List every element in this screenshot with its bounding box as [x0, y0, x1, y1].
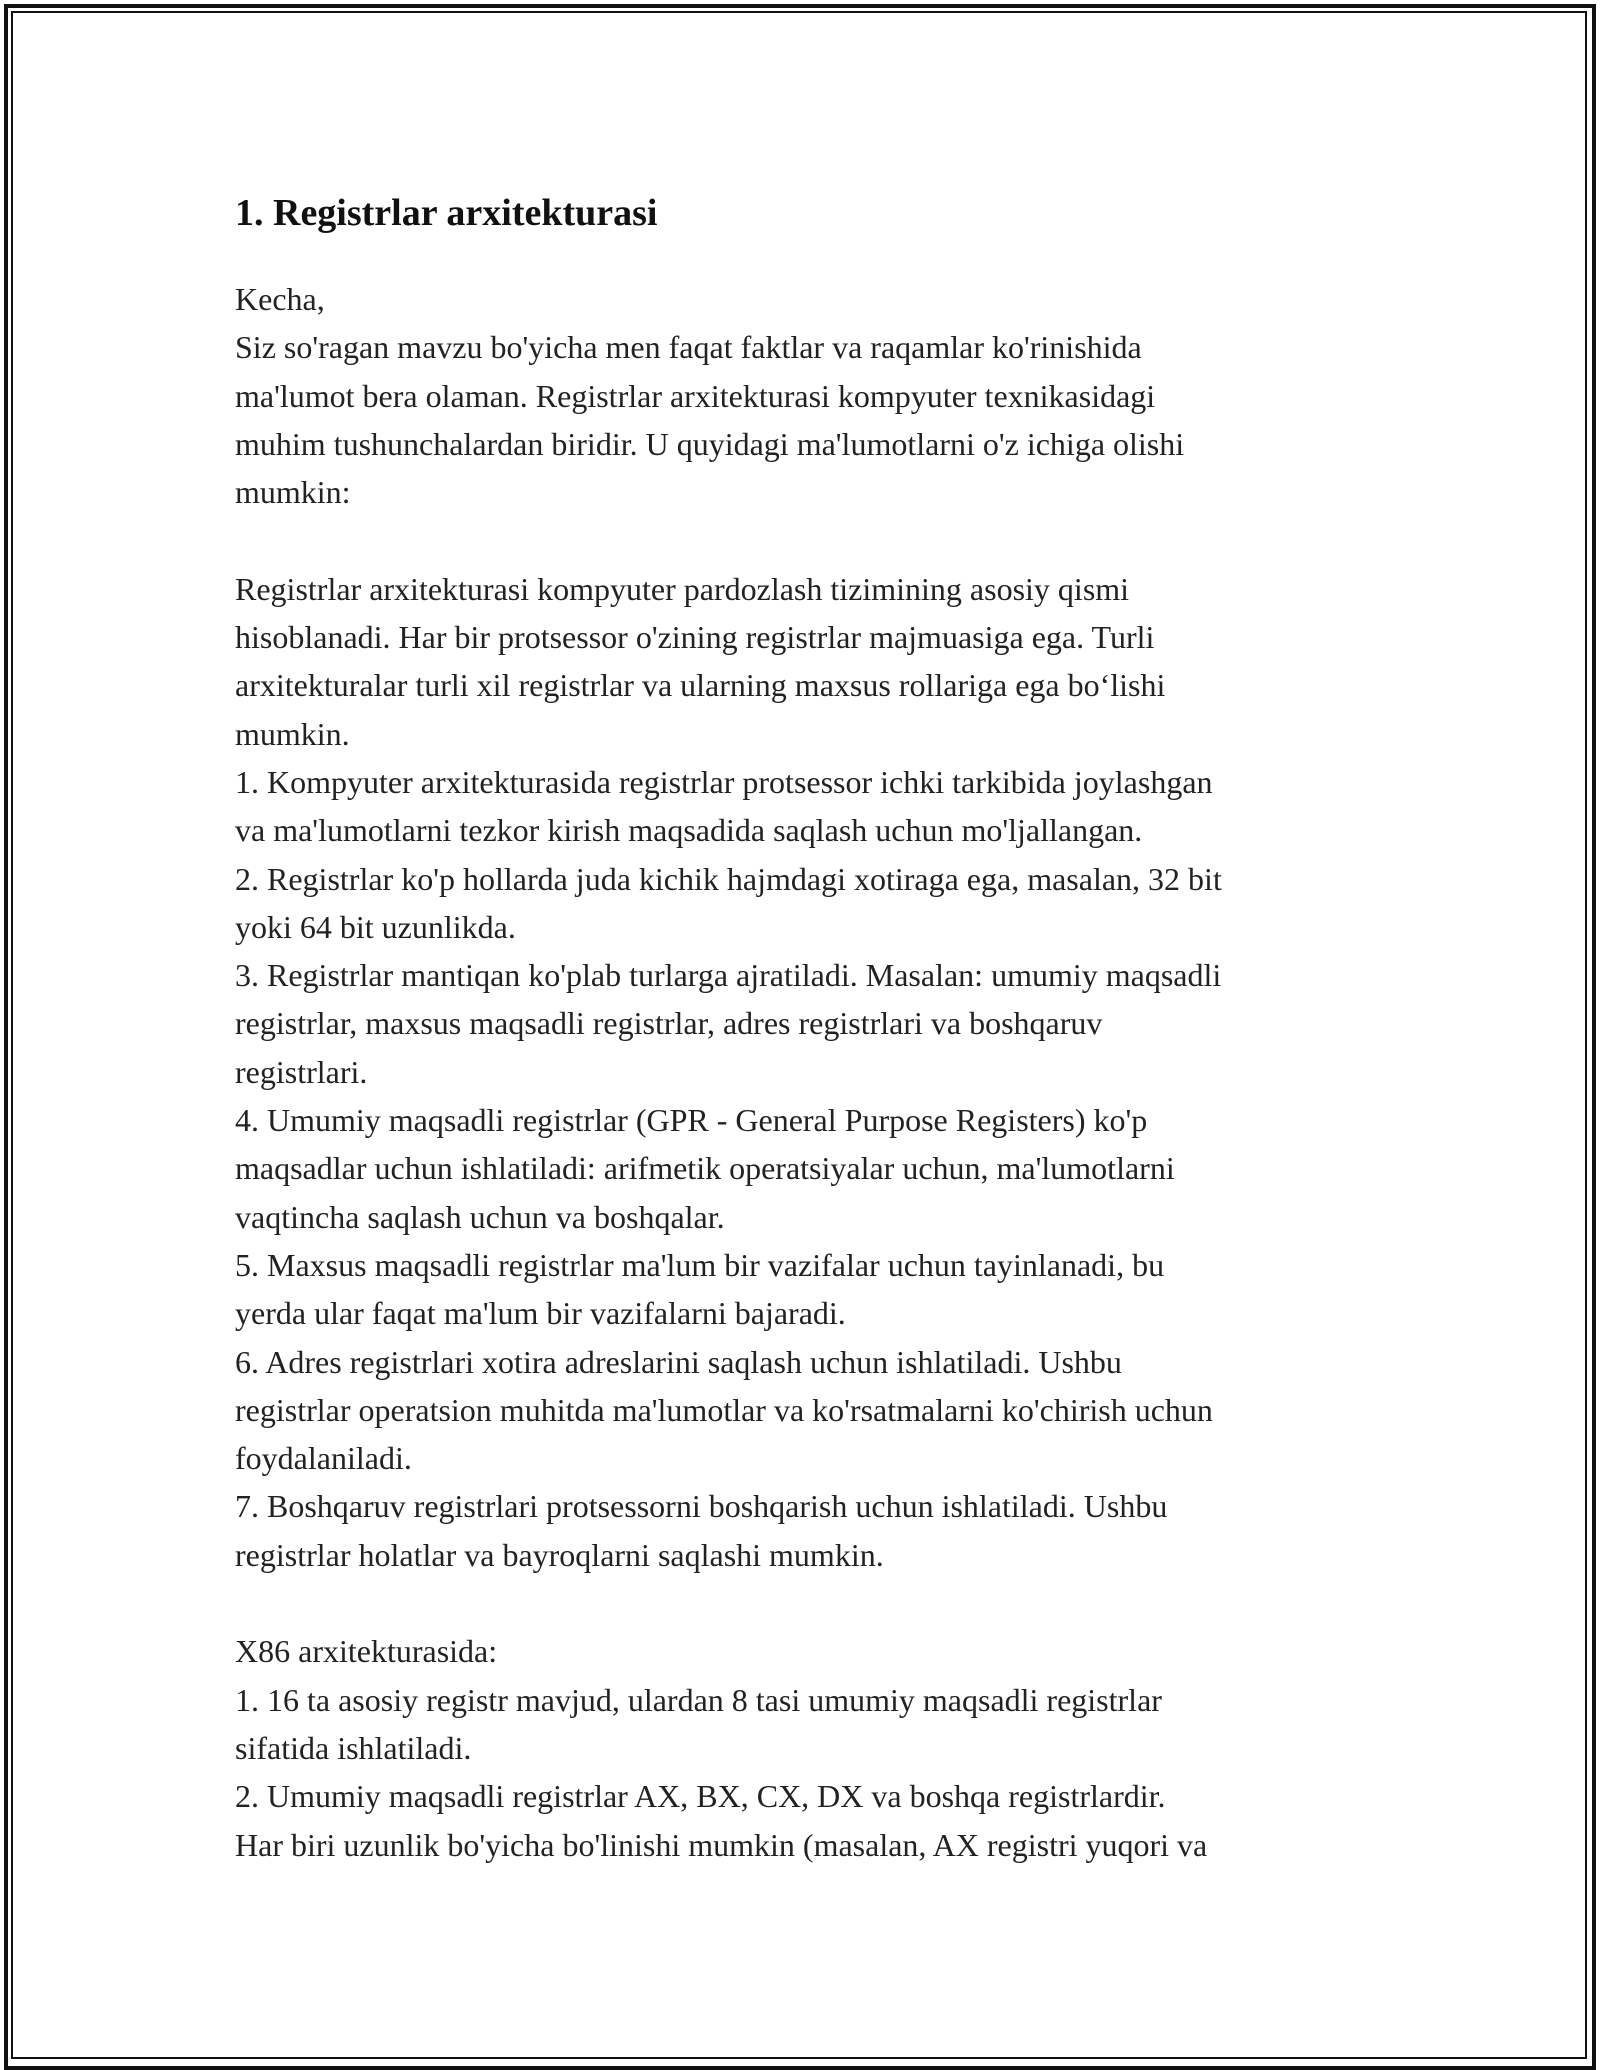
- document-title: 1. Registrlar arxitekturasi: [235, 192, 658, 234]
- x86-paragraph: X86 arxitekturasida: 1. 16 ta asosiy registr mavjud, ulardan 8 tasi umumiy maqsadli registrlar sifatida ishlatiladi. 2. Umumiy maqsadli registrlar AX, BX, CX, DX va boshqa registrlardir. Har biri uzunlik bo'yicha bo'linishi mumkin (masalan, AX registri yuqori va: [235, 1633, 1208, 1863]
- intro-paragraph: Kecha, Siz so'ragan mavzu bo'yicha men faqat faktlar va raqamlar ko'rinishida ma'lumot bera olaman. Registrlar arxitekturasi kompyuter texnikasidagi muhim tushunchalardan biridir. U quyidagi ma'lumotlarni o'z ichiga olishi mumkin:: [235, 281, 1185, 511]
- document-page: [235, 185, 1375, 1869]
- registers-paragraph: Registrlar arxitekturasi kompyuter pardozlash tizimining asosiy qismi hisoblanadi. Har bir protsessor o'zining registrlar majmuasiga ega. Turli arxitekturalar turli xil registrlar va ularning maxsus rollariga ega bo‘lishi mumkin. 1. Kompyuter arxitekturasida registrlar protsessor ichki tarkibida joylashgan va ma'lumotlarni tezkor kirish maqsadida saqlash uchun mo'ljallangan. 2. Registrlar ko'p hollarda juda kichik hajmdagi xotiraga ega, masalan, 32 bit yoki 64 bit uzunlikda. 3. Registrlar mantiqan ko'plab turlarga ajratiladi. Masalan: umumiy maqsadli registrlar, maxsus maqsadli registrlar, adres registrlari va boshqaruv registrlari. 4. Umumiy maqsadli registrlar (GPR - General Purpose Registers) ko'p maqsadlar uchun ishlatiladi: arifmetik operatsiyalar uchun, ma'lumotlarni vaqtincha saqlash uchun va boshqalar. 5. Maxsus maqsadli registrlar ma'lum bir vazifalar uchun tayinlanadi, bu yerda ular faqat ma'lum bir vazifalarni bajaradi. 6. Adres registrlari xotira adreslarini saqlash uchun ishlatiladi. Ushbu registrlar operatsion muhitda ma'lumotlar va ko'rsatmalarni ko'chirish uchun foydalaniladi. 7. Boshqaruv registrlari protsessorni boshqarish uchun ishlatiladi. Ushbu registrlar holatlar va bayroqlarni saqlashi mumkin.: [235, 570, 1222, 1573]
- paragraph-spacer: [235, 1579, 1375, 1627]
- paragraph-spacer: [235, 516, 1375, 564]
